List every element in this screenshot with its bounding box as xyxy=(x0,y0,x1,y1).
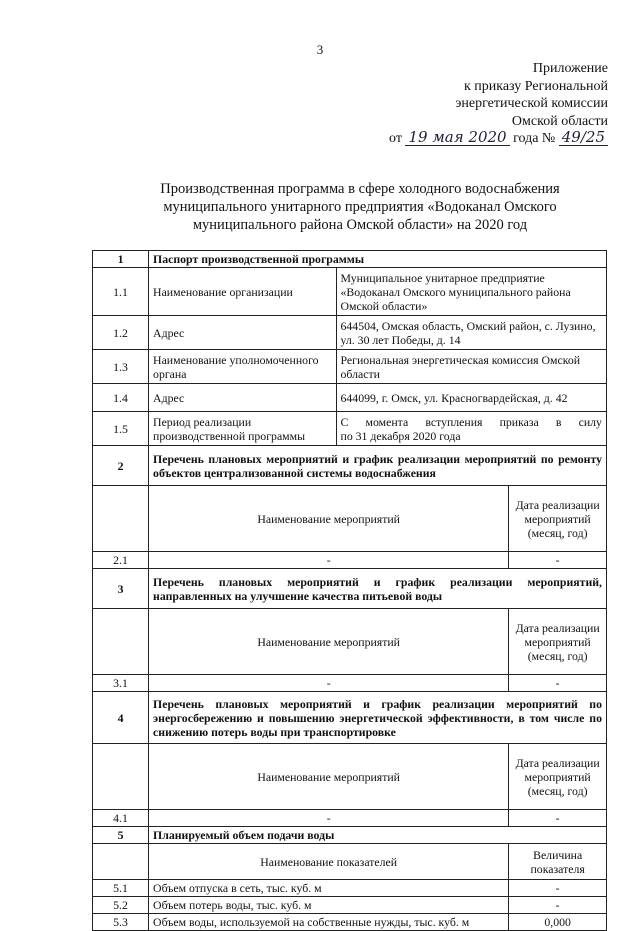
from-label: от xyxy=(389,131,402,146)
handwritten-order-number: 49/25 xyxy=(559,130,608,146)
section-number: 3 xyxy=(93,569,149,609)
row-value: - xyxy=(149,552,509,569)
table-row xyxy=(93,744,607,810)
row-number: 5.1 xyxy=(93,880,149,897)
column-header: Дата реализации мероприятий (месяц, год) xyxy=(509,744,607,810)
period-word: силу xyxy=(578,414,602,429)
row-label: Объем воды, используемой на собственные нужды, тыс. куб. м xyxy=(149,914,509,931)
row-label: Наименование организации xyxy=(149,268,336,316)
row-number-empty xyxy=(93,486,149,552)
row-value: Региональная энергетическая комиссия Омской области xyxy=(336,350,607,384)
column-header: Наименование мероприятий xyxy=(149,744,509,810)
section-title: Перечень плановых мероприятий и график реализации мероприятий, направленных на улучшение качества питьевой воды xyxy=(149,569,607,609)
table-row xyxy=(93,552,607,569)
row-number: 4.1 xyxy=(93,810,149,827)
appendix-line: к приказу Региональной xyxy=(463,78,608,94)
column-header: Дата реализации мероприятий (месяц, год) xyxy=(509,609,607,675)
title-line: муниципального района Омской области» на 2020 год xyxy=(192,217,528,233)
table-row xyxy=(93,880,607,897)
row-label: Адрес xyxy=(149,316,336,350)
row-value: - xyxy=(509,552,607,569)
row-number-empty xyxy=(93,609,149,675)
row-label: Объем отпуска в сеть, тыс. куб. м xyxy=(149,880,509,897)
table-row xyxy=(93,810,607,827)
row-value: 0,000 xyxy=(509,914,607,931)
period-word: приказа xyxy=(499,414,539,429)
row-label: Объем потерь воды, тыс. куб. м xyxy=(149,897,509,914)
section-title: Планируемый объем подачи воды xyxy=(149,827,607,844)
title-line: Производственная программа в сфере холодного водоснабжения xyxy=(160,181,560,197)
row-number: 1.1 xyxy=(93,268,149,316)
table-row xyxy=(93,692,607,744)
section-number: 2 xyxy=(93,446,149,486)
row-number: 2.1 xyxy=(93,552,149,569)
row-value xyxy=(336,412,607,446)
column-header: Наименование мероприятий xyxy=(149,609,509,675)
row-label: Период реализации производственной программы xyxy=(149,412,336,446)
section-number: 1 xyxy=(93,251,149,268)
row-number: 5.2 xyxy=(93,897,149,914)
table-row xyxy=(93,569,607,609)
row-number: 5.3 xyxy=(93,914,149,931)
table-row xyxy=(93,384,607,412)
row-value: - xyxy=(149,675,509,692)
row-value: Муниципальное унитарное предприятие «Водоканал Омского муниципального района Омской области» xyxy=(336,268,607,316)
title-line: муниципального унитарного предприятия «Водоканал Омского xyxy=(163,199,557,215)
row-number-empty xyxy=(93,844,149,880)
row-value: - xyxy=(509,897,607,914)
appendix-line: энергетической комиссии xyxy=(455,96,608,111)
row-number-empty xyxy=(93,744,149,810)
column-header: Наименование мероприятий xyxy=(149,486,509,552)
section-title: Перечень плановых мероприятий и график реализации мероприятий по ремонту объектов централизованной системы водоснабжения xyxy=(149,446,607,486)
table-row xyxy=(93,914,607,931)
row-number: 1.3 xyxy=(93,350,149,384)
period-word: момента xyxy=(365,414,409,429)
table-row xyxy=(93,844,607,880)
period-word: вступления xyxy=(425,414,483,429)
appendix-header xyxy=(389,60,608,148)
table-row xyxy=(93,486,607,552)
section-title: Паспорт производственной программы xyxy=(149,251,607,268)
period-word: в xyxy=(555,414,562,429)
row-value: - xyxy=(509,675,607,692)
table-row xyxy=(93,446,607,486)
table-row xyxy=(93,251,607,268)
table-row xyxy=(93,316,607,350)
section-title: Перечень плановых мероприятий и график реализации мероприятий по энергосбережению и повышению энергетической эффективности, в том числе по снижению потерь воды при транспортировке xyxy=(149,692,607,744)
table-row xyxy=(93,609,607,675)
year-number-label: года № xyxy=(513,131,556,146)
row-label: Адрес xyxy=(149,384,336,412)
row-number: 1.2 xyxy=(93,316,149,350)
handwritten-date: 19 мая 2020 xyxy=(405,130,509,146)
table-row xyxy=(93,350,607,384)
table-row xyxy=(93,268,607,316)
row-number: 1.4 xyxy=(93,384,149,412)
production-program-table xyxy=(92,250,607,931)
appendix-line: Омской области xyxy=(511,113,608,129)
column-header: Дата реализации мероприятий (месяц, год) xyxy=(509,486,607,552)
table-row xyxy=(93,827,607,844)
row-value: - xyxy=(149,810,509,827)
period-line: по 31 декабря 2020 года xyxy=(340,428,461,443)
row-value: 644099, г. Омск, ул. Красногвардейская, д. 42 xyxy=(336,384,607,412)
row-value: 644504, Омская область, Омский район, с. Лузино, ул. 30 лет Победы, д. 14 xyxy=(336,316,607,350)
column-header: Наименование показателей xyxy=(149,844,509,880)
row-number: 1.5 xyxy=(93,412,149,446)
table-row xyxy=(93,897,607,914)
period-word: С xyxy=(340,414,349,429)
period-line xyxy=(341,415,603,429)
section-number: 5 xyxy=(93,827,149,844)
row-number: 3.1 xyxy=(93,675,149,692)
row-value: - xyxy=(509,880,607,897)
page-number: 3 xyxy=(316,42,324,57)
row-value: - xyxy=(509,810,607,827)
row-label: Наименование уполномоченного органа xyxy=(149,350,336,384)
table-row xyxy=(93,412,607,446)
document-title xyxy=(0,180,640,234)
order-date-line xyxy=(389,130,608,148)
appendix-title: Приложение xyxy=(532,61,608,76)
section-number: 4 xyxy=(93,692,149,744)
table-row xyxy=(93,675,607,692)
column-header: Величина показателя xyxy=(509,844,607,880)
